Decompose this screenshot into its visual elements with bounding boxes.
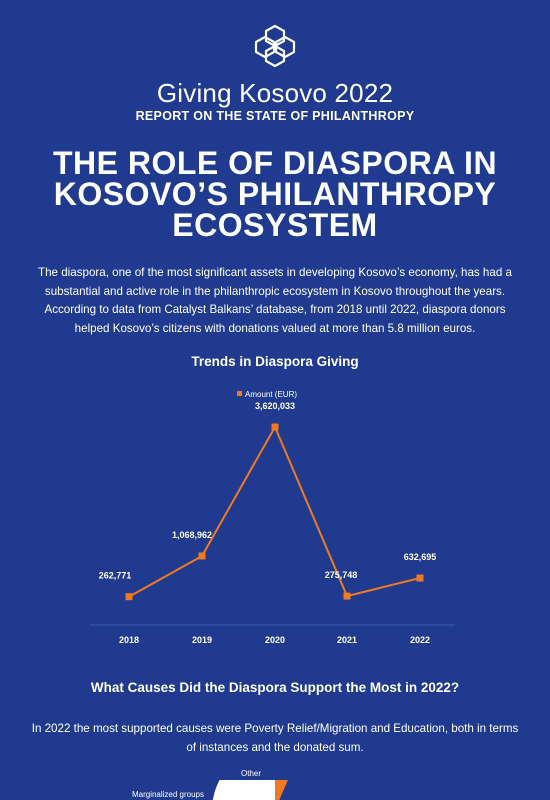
pie-label-marginalized: Marginalized groups [131,790,205,799]
data-point-2018 [126,593,133,600]
legend-label: Amount (EUR) [245,390,298,399]
causes-pie-chart [0,780,550,800]
pie-slice-marginalized [212,780,275,800]
brand-title: Giving Kosovo 2022 [156,78,394,108]
data-label-2020: 3,620,033 [254,401,296,411]
causes-title: What Causes Did the Diaspora Support the Most in 2022? [90,680,460,695]
x-tick-label-2019: 2019 [191,635,213,645]
chart-title: Trends in Diaspora Giving [191,354,359,369]
data-point-2021 [344,593,351,600]
data-point-2022 [417,575,424,582]
data-point-2020 [272,424,279,431]
x-tick-label-2022: 2022 [409,635,431,645]
data-label-2019: 1,068,962 [171,529,213,540]
data-point-2019 [199,552,206,559]
data-label-2021: 275,748 [324,570,358,581]
report-subtitle: REPORT ON THE STATE OF PHILANTHROPY [135,109,415,123]
diaspora-giving-line-chart [0,380,550,660]
data-label-2018: 262,771 [98,570,132,581]
data-label-2022: 632,695 [403,552,437,563]
intro-paragraph: The diaspora, one of the most significant assets in developing Kosovo’s economy, has had a substantial and active role in the philanthropic ecosystem in Kosovo throughout the years. According to data from Catalyst Balkans’ database, from 2018 until 2022, diaspora donors helped Kosovo’s citizens with donations valued at more than 5.8 million euros. [38,266,512,335]
series-line-amount [129,427,420,597]
x-tick-label-2021: 2021 [336,635,358,645]
chart-legend [237,390,297,399]
x-tick-label-2020: 2020 [264,635,286,645]
giving-kosovo-logo-icon [250,24,300,68]
causes-paragraph: In 2022 the most supported causes were Poverty Relief/Migration and Education, both in terms of instances and the donated sum. [31,722,519,754]
pie-slice-other [275,780,300,800]
pie-label-other-name: Other [240,769,261,778]
page-headline: THE ROLE OF DIASPORA IN KOSOVO’S PHILANTHROPY ECOSYSTEM [52,145,498,243]
x-tick-label-2018: 2018 [118,635,140,645]
legend-marker [237,391,242,396]
